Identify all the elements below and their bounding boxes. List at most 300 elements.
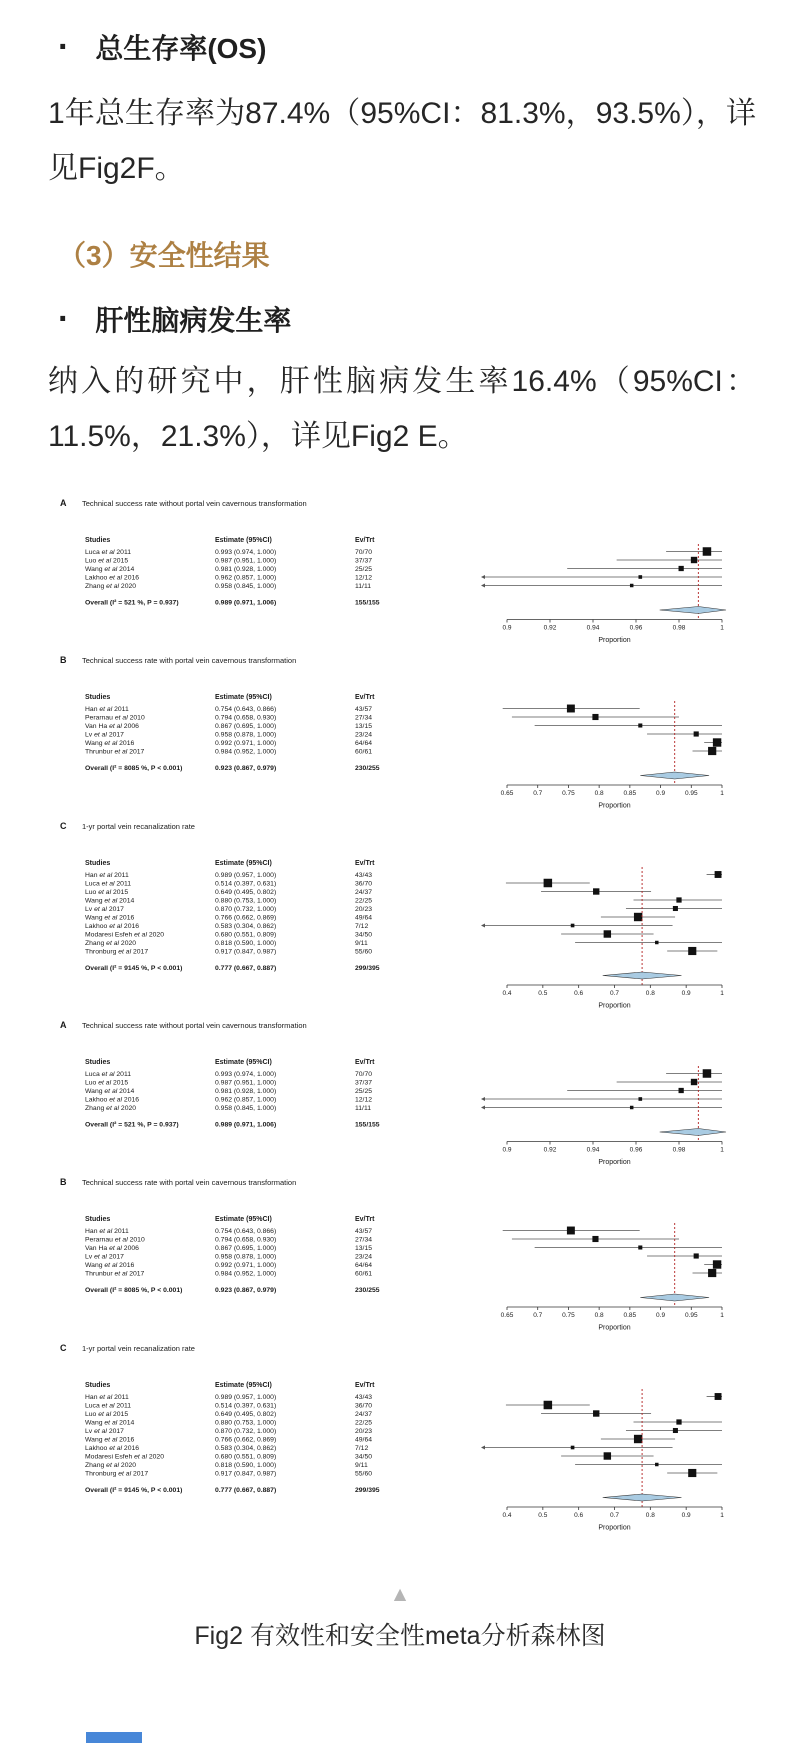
forest-panel-a-set2 (52, 1016, 762, 1169)
study-estimate: 0.880 (0.753, 1.000) (215, 1419, 277, 1426)
bottom-blue-bar (86, 1732, 142, 1743)
tick-label: 0.9 (681, 989, 691, 997)
study-name: Wang et al 2016 (85, 1262, 135, 1269)
study-estimate: 0.649 (0.495, 0.802) (215, 888, 277, 896)
ci-clip-arrow (481, 923, 485, 927)
study-name: Zhang et al 2020 (85, 583, 137, 590)
study-estimate: 0.794 (0.658, 0.930) (215, 714, 277, 722)
study-evtrt: 11/11 (355, 1105, 371, 1112)
tick-label: 1 (720, 624, 724, 632)
collapse-triangle-icon[interactable]: ▲ (389, 1583, 411, 1606)
overall-diamond (660, 1129, 726, 1136)
study-evtrt: 43/43 (355, 871, 373, 879)
estimate-square (691, 1079, 697, 1085)
study-estimate: 0.880 (0.753, 1.000) (215, 897, 277, 904)
col-header-evtrt: Ev/Trt (355, 537, 375, 544)
estimate-square (634, 912, 642, 920)
estimate-square (634, 1434, 642, 1442)
tick-label: 0.6 (574, 1511, 584, 1519)
forest-chart-A (52, 1016, 752, 1169)
tick-label: 0.8 (645, 989, 655, 997)
col-header-studies: Studies (85, 1059, 111, 1066)
tick-label: 0.85 (623, 1312, 637, 1319)
study-estimate: 0.818 (0.590, 1.000) (215, 939, 277, 947)
study-estimate: 0.958 (0.878, 1.000) (215, 731, 277, 739)
study-evtrt: 49/64 (355, 914, 373, 921)
estimate-square (713, 738, 721, 746)
study-name: Wang et al 2016 (85, 914, 135, 921)
study-name: Zhang et al 2020 (85, 1105, 137, 1112)
study-evtrt: 25/25 (355, 1088, 373, 1095)
ci-clip-arrow (481, 1445, 485, 1449)
estimate-square (708, 747, 716, 755)
overall-label: Overall (I² = 521 %, P = 0.937) (85, 1121, 179, 1129)
panel-letter: A (60, 498, 67, 508)
axis-label: Proportion (598, 637, 631, 644)
col-header-evtrt: Ev/Trt (355, 694, 375, 701)
study-estimate: 0.514 (0.397, 0.631) (215, 880, 277, 887)
overall-evtrt: 155/155 (355, 1121, 380, 1129)
axis-label: Proportion (598, 802, 631, 810)
col-header-estimate: Estimate (95%CI) (215, 1381, 272, 1389)
he-heading: 肝性脑病发生率 (95, 305, 292, 336)
overall-label: Overall (I² = 8085 %, P < 0.001) (85, 1287, 183, 1294)
study-evtrt: 43/43 (355, 1393, 373, 1401)
study-name: Luo et al 2015 (85, 1410, 129, 1418)
estimate-square (592, 714, 598, 720)
estimate-square (571, 923, 575, 927)
tick-label: 0.7 (533, 1312, 543, 1319)
overall-estimate: 0.923 (0.867, 0.979) (215, 1287, 277, 1294)
study-evtrt: 22/25 (355, 1419, 373, 1426)
ci-clip-arrow (481, 575, 485, 579)
study-evtrt: 60/61 (355, 1270, 373, 1278)
study-evtrt: 7/12 (355, 1444, 369, 1452)
estimate-square (571, 1445, 575, 1449)
study-name: Han et al 2011 (85, 1393, 129, 1401)
study-evtrt: 7/12 (355, 922, 369, 930)
panel-title: 1-yr portal vein recanalization rate (82, 821, 195, 831)
study-evtrt: 49/64 (355, 1436, 373, 1443)
study-name: Thronburg et al 2017 (85, 948, 149, 955)
study-name: Thronburg et al 2017 (85, 1470, 149, 1477)
estimate-square (630, 1106, 633, 1109)
panel-title: 1-yr portal vein recanalization rate (82, 1343, 195, 1353)
study-name: Han et al 2011 (85, 871, 129, 879)
overall-evtrt: 230/255 (355, 1287, 380, 1294)
study-evtrt: 11/11 (355, 583, 371, 590)
overall-estimate: 0.989 (0.971, 1.006) (215, 1121, 277, 1129)
study-evtrt: 36/70 (355, 1402, 373, 1409)
study-estimate: 0.649 (0.495, 0.802) (215, 1410, 277, 1418)
study-name: Perarnau et al 2010 (85, 1236, 145, 1244)
col-header-estimate: Estimate (95%CI) (215, 859, 272, 867)
tick-label: 0.6 (574, 989, 584, 997)
overall-evtrt: 299/395 (355, 1486, 380, 1494)
forest-chart-C (52, 1339, 752, 1535)
study-evtrt: 43/57 (355, 706, 373, 713)
study-estimate: 0.680 (0.551, 0.809) (215, 931, 277, 938)
overall-label: Overall (I² = 9145 %, P < 0.001) (85, 1486, 183, 1494)
study-evtrt: 36/70 (355, 880, 373, 887)
col-header-estimate: Estimate (95%CI) (215, 694, 272, 701)
study-evtrt: 37/37 (355, 1079, 373, 1087)
study-evtrt: 34/50 (355, 931, 373, 938)
study-evtrt: 13/15 (355, 1245, 373, 1252)
study-evtrt: 12/12 (355, 1096, 373, 1104)
study-evtrt: 24/37 (355, 888, 373, 896)
tick-label: 0.85 (623, 790, 637, 797)
bullet-dot: · (58, 28, 70, 66)
overall-label: Overall (I² = 521 %, P = 0.937) (85, 599, 179, 607)
bullet-dot: · (58, 300, 70, 338)
tick-label: 0.98 (672, 1146, 686, 1154)
col-header-studies: Studies (85, 694, 111, 701)
tick-label: 0.75 (562, 1312, 575, 1319)
study-name: Thrunbur et al 2017 (85, 748, 145, 756)
study-name: Lv et al 2017 (85, 1253, 124, 1261)
study-name: Lv et al 2017 (85, 905, 124, 913)
study-estimate: 0.987 (0.951, 1.000) (215, 1079, 277, 1087)
study-evtrt: 9/11 (355, 939, 368, 947)
study-evtrt: 34/50 (355, 1453, 373, 1460)
study-estimate: 0.766 (0.662, 0.869) (215, 1436, 277, 1443)
estimate-square (708, 1269, 716, 1277)
study-name: Lakhoo et al 2016 (85, 1444, 140, 1452)
overall-evtrt: 230/255 (355, 765, 380, 772)
study-name: Lv et al 2017 (85, 1427, 124, 1435)
col-header-estimate: Estimate (95%CI) (215, 1059, 272, 1066)
tick-label: 0.9 (681, 1511, 691, 1519)
study-evtrt: 25/25 (355, 566, 373, 573)
study-evtrt: 27/34 (355, 1236, 373, 1244)
study-name: Thrunbur et al 2017 (85, 1270, 145, 1278)
tick-label: 1 (720, 1312, 724, 1319)
tick-label: 0.9 (656, 790, 666, 797)
panel-letter: B (60, 655, 67, 665)
estimate-square (655, 940, 658, 943)
panel-letter: A (60, 1020, 67, 1030)
study-estimate: 0.754 (0.643, 0.866) (215, 706, 277, 713)
tick-label: 0.8 (594, 790, 604, 797)
panel-letter: B (60, 1177, 67, 1187)
tick-label: 0.7 (533, 790, 543, 797)
study-estimate: 0.794 (0.658, 0.930) (215, 1236, 277, 1244)
estimate-square (655, 1462, 658, 1465)
tick-label: 0.7 (609, 1511, 620, 1519)
study-estimate: 0.984 (0.952, 1.000) (215, 748, 277, 756)
tick-label: 0.9 (656, 1312, 666, 1319)
col-header-evtrt: Ev/Trt (355, 1381, 375, 1389)
tick-label: 0.65 (500, 790, 514, 797)
estimate-square (638, 723, 642, 727)
study-evtrt: 60/61 (355, 748, 373, 756)
he-heading-row (0, 298, 800, 344)
overall-diamond (603, 972, 682, 979)
study-estimate: 0.993 (0.974, 1.000) (215, 1071, 277, 1078)
study-estimate: 0.583 (0.304, 0.862) (215, 922, 277, 930)
forest-panel-b-set1 (52, 651, 762, 813)
col-header-studies: Studies (85, 537, 111, 544)
estimate-square (673, 1427, 678, 1432)
study-evtrt: 12/12 (355, 574, 373, 582)
ci-clip-arrow (481, 1097, 485, 1101)
study-name: Lakhoo et al 2016 (85, 922, 140, 930)
study-estimate: 0.917 (0.847, 0.987) (215, 948, 277, 955)
study-name: Wang et al 2014 (85, 1088, 135, 1095)
study-name: Han et al 2011 (85, 1228, 129, 1235)
safety-section-heading: （3）安全性结果 (58, 240, 270, 271)
overall-estimate: 0.777 (0.667, 0.887) (215, 1486, 277, 1494)
study-estimate: 0.989 (0.957, 1.000) (215, 871, 277, 879)
he-paragraph: 纳入的研究中，肝性脑病发生率16.4%（95%CI：11.5%，21.3%），详见Fig2 E。 (48, 365, 756, 453)
study-name: Modaresi Esfeh et al 2020 (85, 931, 164, 938)
study-name: Zhang et al 2020 (85, 939, 137, 947)
forest-figure (52, 494, 762, 1534)
estimate-square (544, 878, 553, 887)
overall-estimate: 0.989 (0.971, 1.006) (215, 599, 277, 607)
study-name: Luca et al 2011 (85, 1071, 132, 1078)
overall-estimate: 0.923 (0.867, 0.979) (215, 765, 277, 772)
study-evtrt: 9/11 (355, 1461, 368, 1469)
study-name: Lv et al 2017 (85, 731, 124, 739)
tick-label: 1 (720, 989, 724, 997)
study-estimate: 0.867 (0.695, 1.000) (215, 723, 277, 730)
col-header-studies: Studies (85, 859, 111, 867)
estimate-square (715, 871, 722, 878)
study-name: Luca et al 2011 (85, 1402, 132, 1409)
study-estimate: 0.992 (0.971, 1.000) (215, 740, 277, 747)
col-header-evtrt: Ev/Trt (355, 859, 375, 867)
tick-label: 0.9 (502, 624, 512, 632)
study-name: Zhang et al 2020 (85, 1461, 137, 1469)
study-name: Luo et al 2015 (85, 1079, 129, 1087)
study-evtrt: 43/57 (355, 1228, 373, 1235)
study-name: Wang et al 2014 (85, 566, 135, 573)
study-estimate: 0.992 (0.971, 1.000) (215, 1262, 277, 1269)
estimate-square (593, 888, 599, 894)
axis-label: Proportion (598, 1002, 631, 1009)
forest-panel-a-set1 (52, 494, 762, 647)
study-name: Wang et al 2016 (85, 1436, 135, 1443)
study-estimate: 0.917 (0.847, 0.987) (215, 1470, 277, 1477)
estimate-square (567, 705, 575, 713)
study-estimate: 0.962 (0.857, 1.000) (215, 574, 277, 582)
estimate-square (544, 1400, 553, 1409)
estimate-square (691, 557, 697, 563)
tick-label: 1 (720, 1511, 724, 1519)
study-estimate: 0.958 (0.878, 1.000) (215, 1253, 277, 1261)
overall-label: Overall (I² = 8085 %, P < 0.001) (85, 765, 183, 772)
panel-title: Technical success rate without portal vein cavernous transformation (82, 1021, 307, 1030)
tick-label: 0.94 (586, 1146, 600, 1154)
study-estimate: 0.766 (0.662, 0.869) (215, 914, 277, 921)
study-name: Lakhoo et al 2016 (85, 1096, 140, 1104)
col-header-evtrt: Ev/Trt (355, 1216, 375, 1223)
study-estimate: 0.680 (0.551, 0.809) (215, 1453, 277, 1460)
estimate-square (567, 1227, 575, 1235)
panel-title: Technical success rate without portal vein cavernous transformation (82, 499, 307, 508)
forest-panel-c-set2 (52, 1339, 762, 1535)
overall-diamond (660, 607, 726, 614)
study-evtrt: 22/25 (355, 897, 373, 904)
estimate-square (638, 575, 642, 579)
forest-chart-C (52, 817, 752, 1013)
axis-label: Proportion (598, 1159, 631, 1166)
study-evtrt: 64/64 (355, 1262, 373, 1269)
os-paragraph: 1年总生存率为87.4%（95%CI：81.3%，93.5%），详见Fig2F。 (48, 97, 756, 185)
study-evtrt: 23/24 (355, 731, 373, 739)
estimate-square (676, 1419, 681, 1424)
forest-panel-c-set1 (52, 817, 762, 1013)
tick-label: 0.8 (645, 1511, 655, 1519)
study-name: Han et al 2011 (85, 706, 129, 713)
overall-diamond (640, 1294, 709, 1301)
panel-letter: C (60, 820, 67, 831)
tick-label: 0.5 (538, 989, 548, 997)
panel-title: Technical success rate with portal vein cavernous transformation (82, 1178, 297, 1187)
study-evtrt: 13/15 (355, 723, 373, 730)
study-estimate: 0.958 (0.845, 1.000) (215, 583, 277, 590)
tick-label: 0.75 (562, 790, 575, 797)
study-name: Wang et al 2016 (85, 740, 135, 747)
estimate-square (673, 905, 678, 910)
axis-label: Proportion (598, 1524, 631, 1531)
study-name: Luo et al 2015 (85, 557, 129, 565)
study-evtrt: 20/23 (355, 1427, 373, 1435)
tick-label: 1 (720, 790, 724, 797)
tick-label: 0.92 (543, 624, 557, 632)
os-heading: 总生存率(OS) (95, 33, 267, 64)
os-heading-row (0, 0, 800, 72)
tick-label: 0.8 (594, 1312, 604, 1319)
tick-label: 0.95 (684, 790, 698, 797)
study-evtrt: 24/37 (355, 1410, 373, 1418)
study-evtrt: 64/64 (355, 740, 373, 747)
estimate-square (592, 1236, 598, 1242)
overall-estimate: 0.777 (0.667, 0.887) (215, 964, 277, 972)
study-estimate: 0.583 (0.304, 0.862) (215, 1444, 277, 1452)
col-header-studies: Studies (85, 1216, 111, 1223)
estimate-square (604, 930, 611, 937)
estimate-square (630, 584, 633, 587)
study-estimate: 0.818 (0.590, 1.000) (215, 1461, 277, 1469)
study-name: Van Ha et al 2006 (85, 723, 139, 730)
estimate-square (638, 1097, 642, 1101)
study-estimate: 0.867 (0.695, 1.000) (215, 1245, 277, 1252)
study-estimate: 0.514 (0.397, 0.631) (215, 1402, 277, 1409)
tick-label: 0.4 (502, 1511, 512, 1519)
estimate-square (703, 1069, 712, 1078)
study-name: Wang et al 2014 (85, 1419, 135, 1426)
tick-label: 0.7 (609, 989, 620, 997)
forest-panel-b-set2 (52, 1173, 762, 1335)
col-header-evtrt: Ev/Trt (355, 1059, 375, 1066)
study-name: Luca et al 2011 (85, 880, 132, 887)
estimate-square (593, 1410, 599, 1416)
tick-label: 0.94 (586, 624, 600, 632)
study-evtrt: 37/37 (355, 557, 373, 565)
estimate-square (703, 547, 712, 556)
estimate-square (694, 731, 699, 736)
overall-diamond (603, 1494, 682, 1501)
study-evtrt: 55/60 (355, 948, 373, 955)
study-estimate: 0.981 (0.928, 1.000) (215, 566, 277, 573)
overall-diamond (640, 772, 709, 779)
figure-caption: Fig2 有效性和安全性meta分析森林图 (194, 1622, 606, 1650)
overall-evtrt: 299/395 (355, 964, 380, 972)
study-estimate: 0.989 (0.957, 1.000) (215, 1393, 277, 1401)
study-name: Van Ha et al 2006 (85, 1245, 139, 1252)
estimate-square (713, 1260, 721, 1268)
tick-label: 1 (720, 1146, 724, 1154)
study-estimate: 0.962 (0.857, 1.000) (215, 1096, 277, 1104)
study-estimate: 0.958 (0.845, 1.000) (215, 1105, 277, 1112)
study-estimate: 0.984 (0.952, 1.000) (215, 1270, 277, 1278)
study-estimate: 0.993 (0.974, 1.000) (215, 549, 277, 556)
tick-label: 0.95 (684, 1312, 698, 1319)
study-estimate: 0.981 (0.928, 1.000) (215, 1088, 277, 1095)
col-header-estimate: Estimate (95%CI) (215, 1216, 272, 1223)
estimate-square (638, 1245, 642, 1249)
estimate-square (679, 566, 684, 571)
col-header-studies: Studies (85, 1381, 111, 1389)
study-name: Luca et al 2011 (85, 549, 132, 556)
estimate-square (676, 897, 681, 902)
axis-label: Proportion (598, 1324, 631, 1332)
study-name: Wang et al 2014 (85, 897, 135, 904)
study-evtrt: 70/70 (355, 1071, 373, 1078)
tick-label: 0.4 (502, 989, 512, 997)
study-evtrt: 27/34 (355, 714, 373, 722)
panel-title: Technical success rate with portal vein cavernous transformation (82, 656, 297, 665)
ci-clip-arrow (481, 1106, 485, 1110)
study-name: Luo et al 2015 (85, 888, 129, 896)
estimate-square (688, 1468, 696, 1476)
tick-label: 0.65 (500, 1312, 514, 1319)
col-header-estimate: Estimate (95%CI) (215, 537, 272, 544)
estimate-square (694, 1253, 699, 1258)
study-estimate: 0.987 (0.951, 1.000) (215, 557, 277, 565)
study-name: Lakhoo et al 2016 (85, 574, 140, 582)
panel-letter: C (60, 1342, 67, 1353)
ci-clip-arrow (481, 584, 485, 588)
estimate-square (604, 1452, 611, 1459)
tick-label: 0.96 (629, 1146, 643, 1154)
estimate-square (688, 946, 696, 954)
tick-label: 0.98 (672, 624, 686, 632)
study-name: Perarnau et al 2010 (85, 714, 145, 722)
forest-chart-B (52, 1173, 752, 1335)
tick-label: 0.96 (629, 624, 643, 632)
study-estimate: 0.754 (0.643, 0.866) (215, 1228, 277, 1235)
study-evtrt: 20/23 (355, 905, 373, 913)
study-name: Modaresi Esfeh et al 2020 (85, 1453, 164, 1460)
tick-label: 0.9 (502, 1146, 512, 1154)
tick-label: 0.5 (538, 1511, 548, 1519)
study-evtrt: 23/24 (355, 1253, 373, 1261)
overall-label: Overall (I² = 9145 %, P < 0.001) (85, 964, 183, 972)
study-estimate: 0.870 (0.732, 1.000) (215, 1427, 277, 1435)
estimate-square (715, 1393, 722, 1400)
forest-chart-A (52, 494, 752, 647)
estimate-square (679, 1088, 684, 1093)
tick-label: 0.92 (543, 1146, 557, 1154)
study-evtrt: 70/70 (355, 549, 373, 556)
study-estimate: 0.870 (0.732, 1.000) (215, 905, 277, 913)
overall-evtrt: 155/155 (355, 599, 380, 607)
study-evtrt: 55/60 (355, 1470, 373, 1477)
